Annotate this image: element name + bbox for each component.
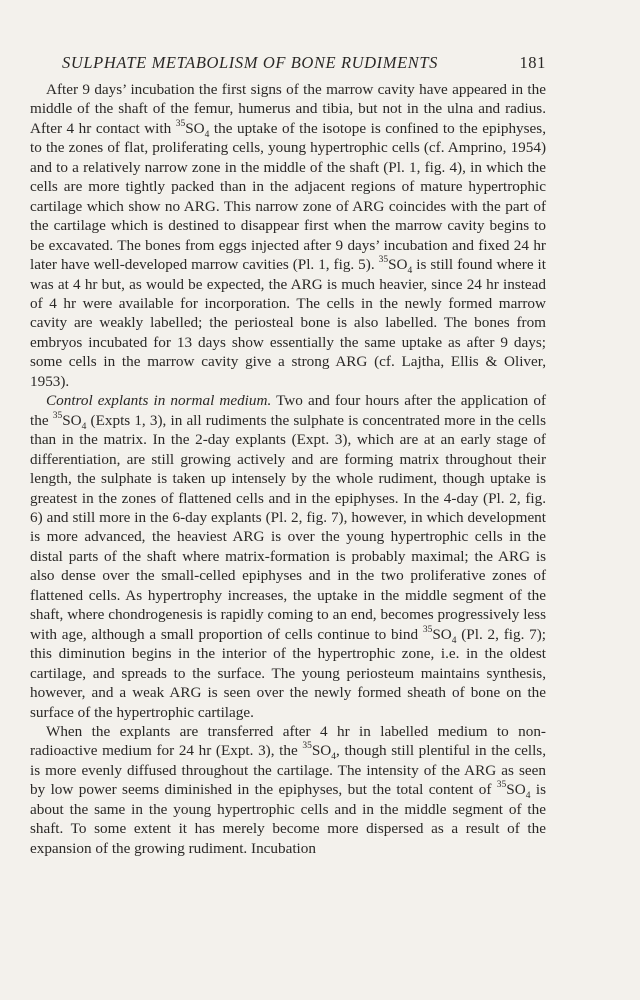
formula-subscript: 4 <box>451 635 457 646</box>
text-run: SO <box>506 781 526 799</box>
text-run: Two and four hours after the application of the <box>30 392 546 429</box>
page-number: 181 <box>519 53 546 72</box>
text-run: (Expts 1, 3), in all rudiments the sulphate is concentrated more in the cells than in the matrix. In the 2-day explants (Expt. 3), which are at an early stage of differentiation, are still growing actively and are forming matrix throughout their length, the sulphate is taken up intensely by the whole rudiment, though uptake is greatest in the zones of flattened cells and in the epiphyses. In the 4-day (Pl. 2, fig. 6) and still more in the 6-day explants (Pl. 2, fig. 7), however, in which development is more advanced, the heaviest ARG is over the young hypertrophic cells in the distal parts of the shaft where matrix-formation is probably maximal; the ARG is also dense over the small-celled epiphyses and in the two proliferative zones of flattened cells. As hypertrophy increases, the uptake in the middle segment of the shaft, where chondrogenesis is rapidly coming to an end, becomes progressively less with age, although a small proportion of cells continue to bind <box>30 411 546 643</box>
formula-subscript: 4 <box>81 421 87 432</box>
isotope-mass-superscript: 35 <box>496 780 507 791</box>
text-run: When the explants are transferred after 4 hr in labelled medium to non-radioactive medium for 24 hr (Expt. 3), the <box>30 722 546 760</box>
text-run: is still found where it was at 4 hr but, as would be expected, the ARG is much heavier, since 24 hr instead of 4 hr were available for incorporation. The cells in the newly formed marrow cavity are weakly labelled; the periosteal bone is also labelled. The bones from embryos incubated for 13 days show essentially the same uptake as after 9 days; some cells in the marrow cavity give a strong ARG (cf. Lajtha, Ellis & Oliver, 1953). <box>30 256 546 390</box>
text-run: SO <box>185 119 205 137</box>
isotope-mass-superscript: 35 <box>302 741 312 752</box>
isotope-mass-superscript: 35 <box>175 118 186 129</box>
text-run: SO <box>62 411 82 429</box>
formula-subscript: 4 <box>525 791 531 802</box>
paragraph <box>30 722 546 858</box>
isotope-mass-superscript: 35 <box>52 410 63 421</box>
text-run: SO <box>388 256 408 274</box>
formula-subscript: 4 <box>204 129 210 140</box>
text-run: (Pl. 2, fig. 7); this diminution begins in the interior of the hypertrophic zone, i.e. in the oldest cartilage, and spreads to the surface. The young periosteum maintains synthesis, however, and a weak ARG is seen over the newly formed sheath of bone on the surface of the hypertrophic cartilage. <box>30 625 546 721</box>
formula-subscript: 4 <box>331 752 337 763</box>
paragraph <box>30 80 546 391</box>
isotope-mass-superscript: 35 <box>422 624 433 635</box>
text-run: , though still plentiful in the cells, is more evenly diffused throughout the cartilage. The intensity of the ARG as seen by low power seems diminished in the epiphyses, but the total content of <box>30 742 547 799</box>
isotope-mass-superscript: 35 <box>378 255 389 266</box>
text-run: the uptake of the isotope is confined to the epiphyses, to the zones of flat, proliferating cells, young hypertrophic cells (cf. Amprino, 1954) and to a relatively narrow zone in the middle of the shaft (Pl. 1, fig. 4), in which the cells are more tightly packed than in the adjacent regions of mature hypertrophic cartilage which show no ARG. This narrow zone of ARG coincides with the part of the cartilage which is destined to disappear first when the marrow cavity begins to be excavated. The bones from eggs injected after 9 days’ incubation and fixed 24 hr later have well-developed marrow cavities (Pl. 1, fig. 5). <box>30 119 546 274</box>
running-head <box>62 53 546 79</box>
text-run: SO <box>432 625 452 643</box>
running-head-title: SULPHATE METABOLISM OF BONE RUDIMENTS <box>62 53 439 72</box>
body-text <box>30 80 546 858</box>
paragraph <box>30 391 546 722</box>
italic-run-in-heading: Control explants in normal medium. <box>46 392 272 410</box>
text-run: SO <box>311 742 332 760</box>
text-run: After 9 days’ incubation the first signs of the marrow cavity have appeared in the middle of the shaft of the femur, humerus and tibia, but not in the ulna and radius. After 4 hr contact with <box>30 81 546 137</box>
formula-subscript: 4 <box>407 266 413 277</box>
text-run: is about the same in the young hypertrophic cells and in the middle segment of the shaft. To some extent it has merely become more dispersed as a result of the expansion of the growing rudiment. Incubation <box>30 781 546 857</box>
